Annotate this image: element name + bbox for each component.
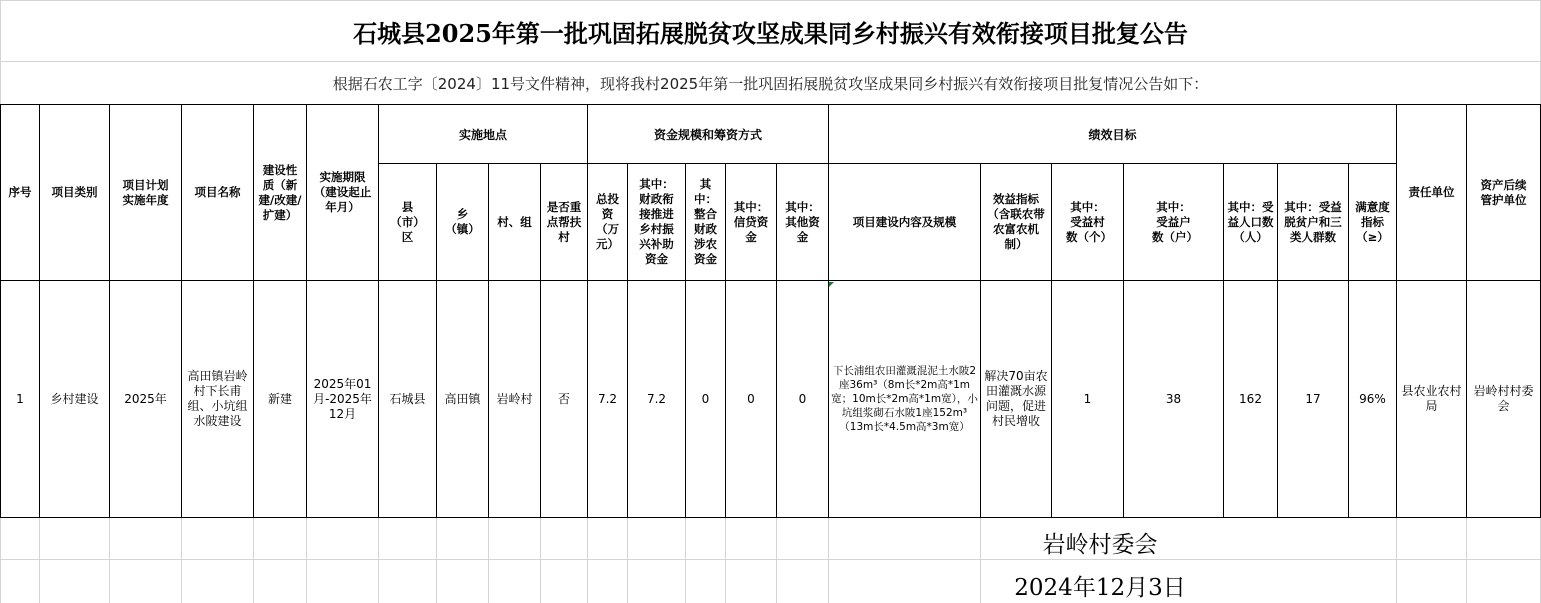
cell-responsible: 县农业农村局: [1401, 384, 1462, 413]
header-content: 项目建设内容及规模: [852, 214, 957, 229]
cell-key-village: 否: [557, 391, 570, 406]
header-villages: 其中：受益村数（个）: [1066, 199, 1112, 244]
cell-project-name: 高田镇岩岭村下长甫组、小坑组水陂建设: [187, 369, 248, 428]
cell-seq: 1: [16, 391, 24, 406]
header-county: 县（市）区: [390, 199, 425, 244]
cell-other-fund: 0: [798, 391, 807, 406]
cell-households: 38: [1165, 391, 1182, 406]
header-fiscal-fund: 其中：财政衔接推进乡村振兴补助资金: [639, 177, 674, 266]
header-responsible: 责任单位: [1408, 185, 1455, 199]
cell-satisfaction: 96%: [1359, 391, 1386, 406]
header-period: 实施期限（建设起止年月）: [313, 170, 372, 214]
cell-county: 石城县: [389, 391, 426, 406]
header-households: 其中：受益户数（户）: [1152, 199, 1198, 244]
cell-villages: 1: [1083, 391, 1092, 406]
header-key-village: 是否重点帮扶村: [546, 199, 582, 244]
cell-total-investment: 7.2: [597, 391, 618, 406]
page-subtitle: 根据石农工字〔2024〕11号文件精神，现将我村2025年第一批巩固拓展脱贫攻坚成果同乡村振兴有效衔接项目批复情况公告如下：: [332, 74, 1209, 93]
cell-credit-fund: 0: [747, 391, 755, 406]
cell-period: 2025年01月-2025年12月: [313, 376, 372, 421]
header-poor: 其中：受益脱贫户和三类人群数: [1284, 199, 1342, 244]
cell-fiscal-fund: 7.2: [646, 391, 667, 406]
header-village: 村、组: [497, 214, 532, 229]
header-satisfaction: 满意度指标（≥）: [1355, 199, 1390, 244]
group-funding: 资金规模和筹资方式: [653, 127, 762, 142]
page-title: 石城县2025年第一批巩固拓展脱贫攻坚成果同乡村振兴有效衔接项目批复公告: [353, 18, 1188, 48]
cell-category: 乡村建设: [50, 391, 99, 406]
header-total-investment: 总投资（万元）: [596, 192, 619, 251]
header-benefit: 效益指标（含联农带农富农机制）: [987, 192, 1045, 251]
group-location: 实施地点: [458, 127, 507, 142]
cell-content: 下长浦组农田灌溉混泥土水陂2座36m³（8m长*2m高*1m宽；10m长*2m高*1m宽），小坑组浆砌石水陂1座152m³（13m长*4.5m高*3m宽）: [831, 365, 978, 433]
cell-benefit: 解决70亩农田灌溉水源问题，促进村民增收: [984, 369, 1048, 428]
header-town: 乡（镇）: [445, 207, 480, 236]
signatory: 岩岭村委会: [1042, 531, 1158, 558]
header-nature: 建设性质（新建/改建/扩建）: [258, 162, 302, 222]
header-plan-year: 项目计划实施年度: [122, 177, 169, 207]
cell-integrated-fund: 0: [701, 391, 710, 406]
cell-nature: 新建: [267, 391, 292, 406]
header-asset: 资产后续管护单位: [1480, 177, 1527, 207]
cell-asset: 岩岭村村委会: [1473, 384, 1534, 413]
cell-poor: 17: [1305, 391, 1321, 406]
cell-town: 高田镇: [444, 391, 481, 406]
header-seq: 序号: [8, 185, 32, 199]
announcement-date: 2024年12月3日: [1014, 574, 1186, 601]
header-credit-fund: 其中：信贷资金: [733, 199, 769, 244]
header-category: 项目类别: [51, 185, 98, 199]
header-other-fund: 其中：其他资金: [785, 199, 820, 244]
cell-village: 岩岭村: [496, 391, 533, 406]
header-integrated-fund: 其中：整合财政涉农资金: [694, 177, 717, 266]
group-performance: 绩效目标: [1088, 127, 1137, 142]
cell-plan-year: 2025年: [124, 391, 167, 406]
header-project-name: 项目名称: [194, 185, 241, 199]
cell-population: 162: [1239, 391, 1262, 406]
header-population: 其中：受益人口数（人）: [1227, 199, 1274, 244]
